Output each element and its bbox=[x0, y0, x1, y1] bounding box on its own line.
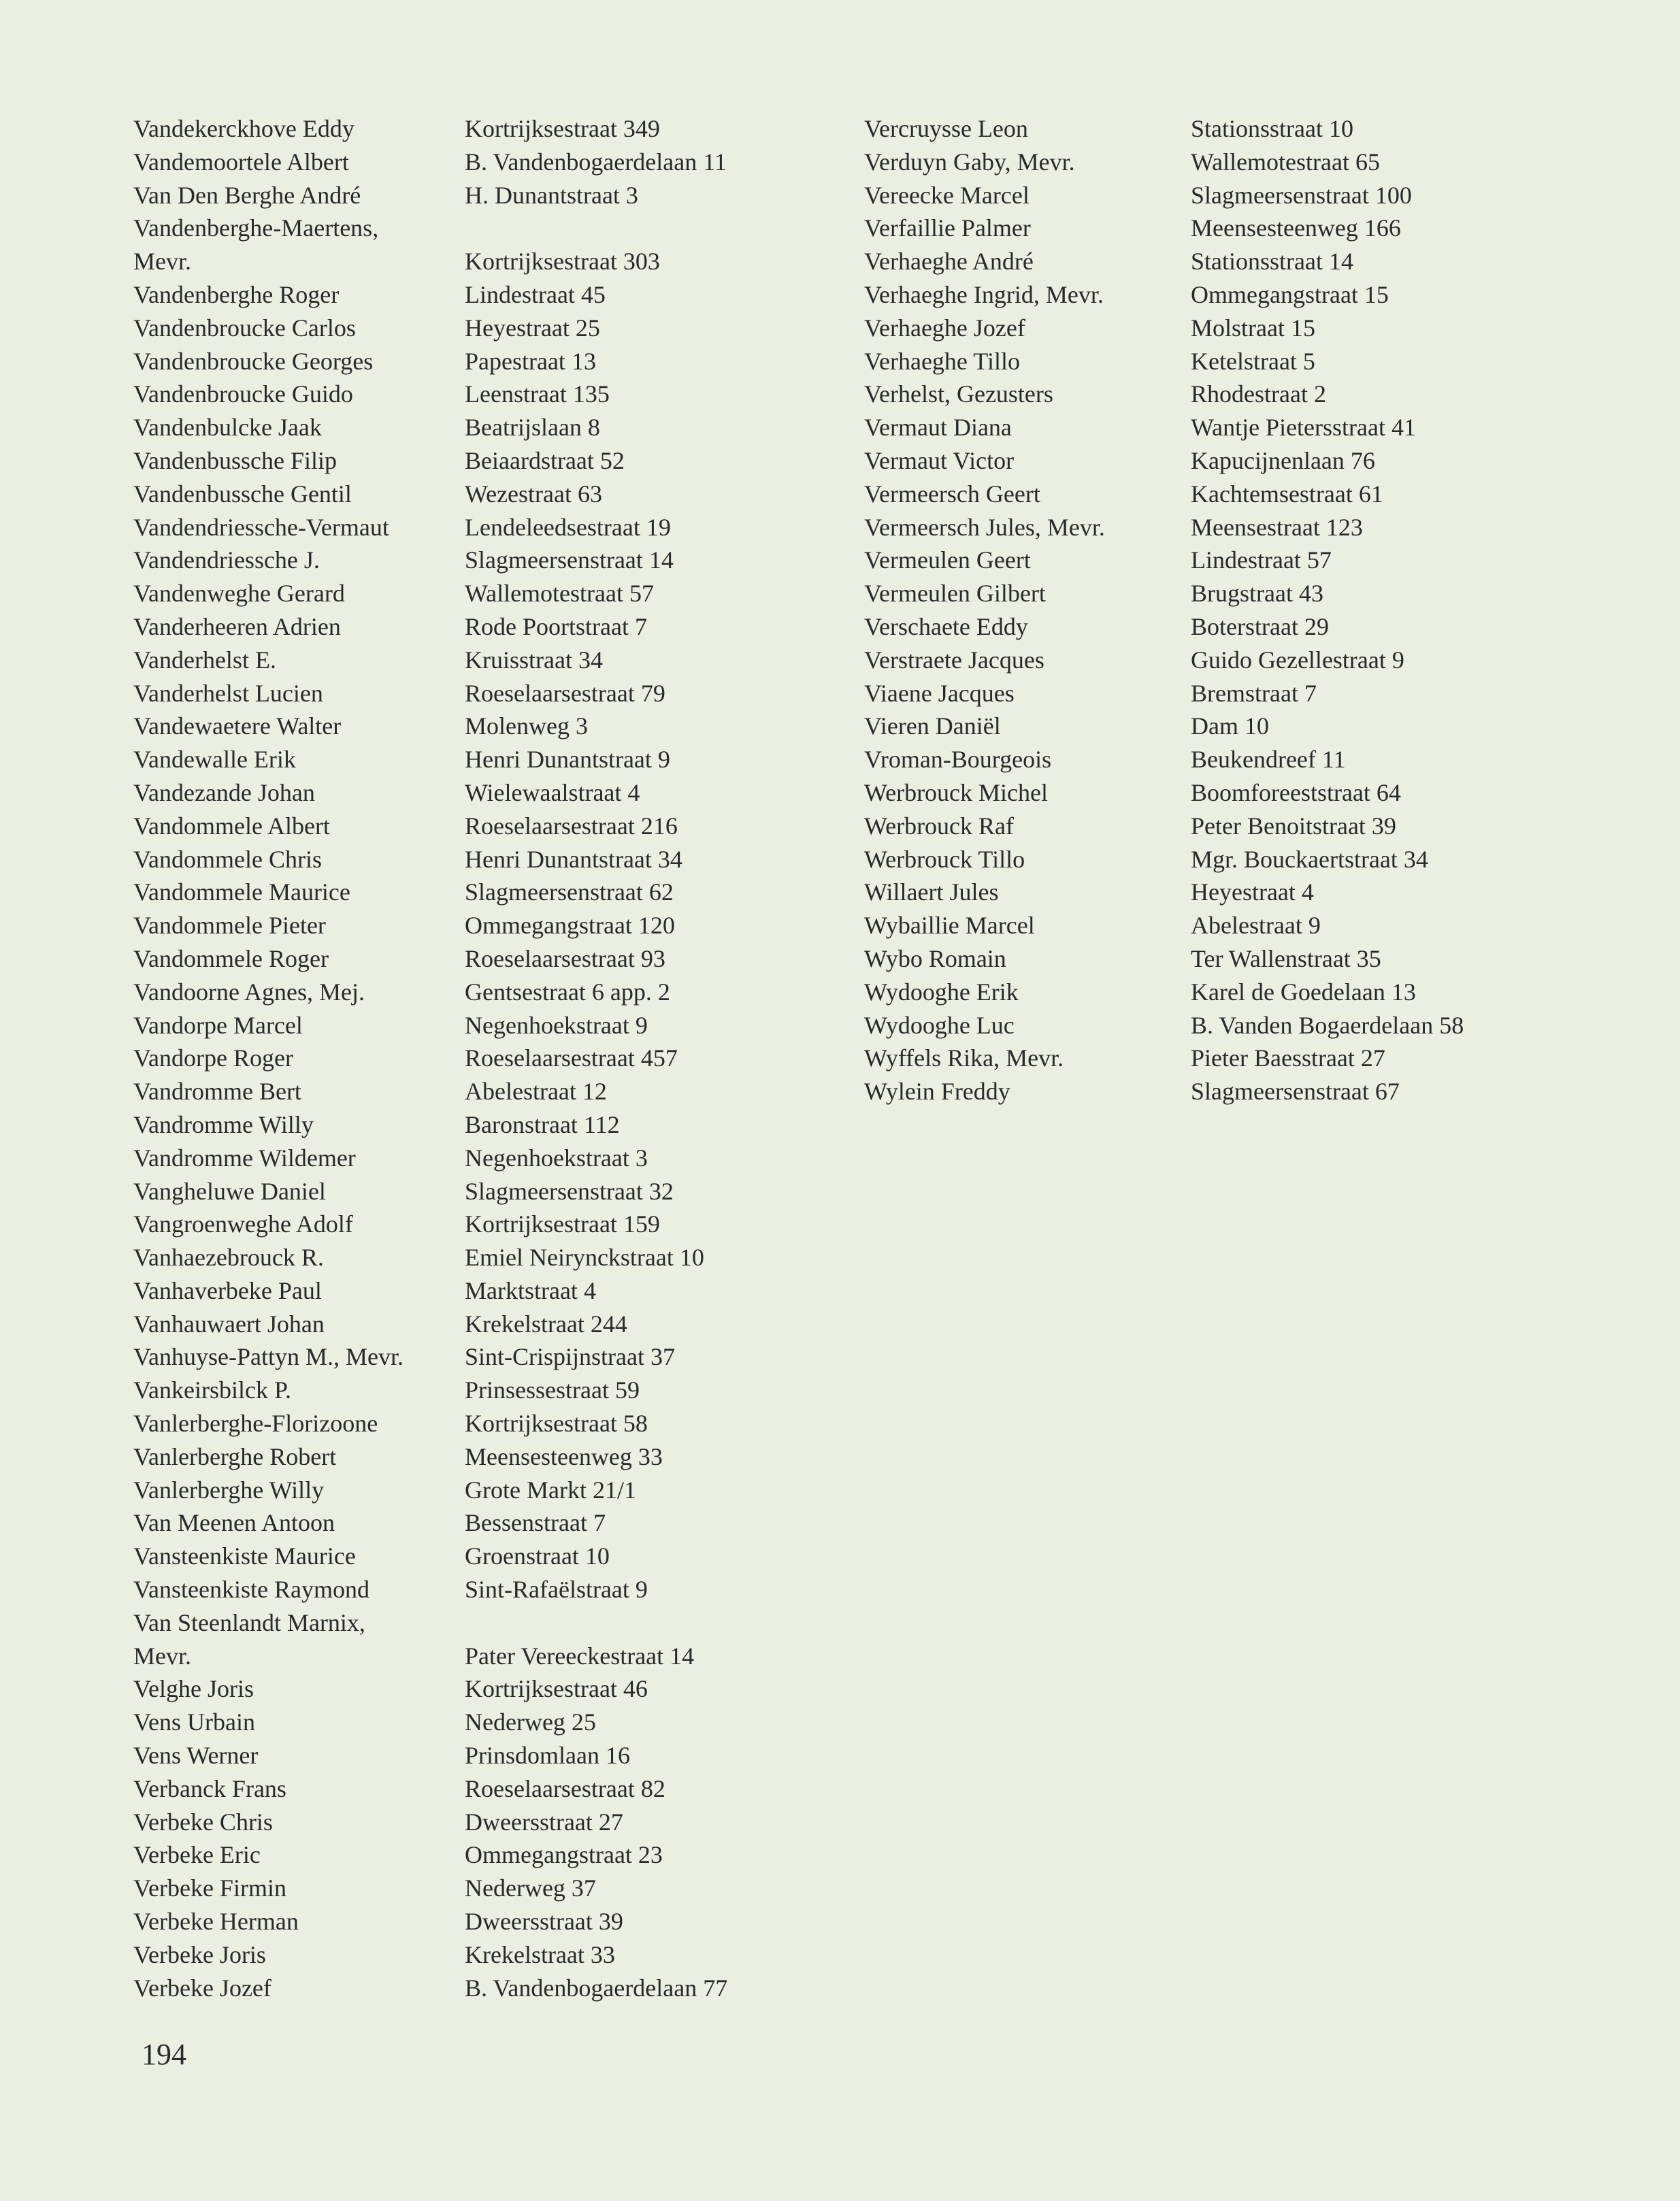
address-entry: Meensesteenweg 33 bbox=[465, 1442, 663, 1470]
name-entry: Vandromme Willy bbox=[133, 1110, 314, 1138]
address-entry: Negenhoekstraat 3 bbox=[465, 1144, 648, 1172]
name-entry: Vandekerckhove Eddy bbox=[133, 115, 355, 142]
address-entry bbox=[465, 1606, 727, 1640]
name-entry: Verhelst, Gezusters bbox=[864, 380, 1053, 408]
address-entry: Ketelstraat 5 bbox=[1191, 347, 1315, 375]
name-entry: Vandenbroucke Georges bbox=[133, 347, 374, 375]
address-entry: Ommegangstraat 15 bbox=[1191, 280, 1389, 308]
name-entry: Verbeke Chris bbox=[133, 1808, 273, 1836]
address-entry: Abelestraat 9 bbox=[1191, 912, 1321, 940]
name-entry: Van Steenlandt Marnix, bbox=[133, 1608, 365, 1636]
left-addresses-column bbox=[465, 112, 727, 2004]
address-entry: Ommegangstraat 120 bbox=[465, 912, 675, 940]
name-entry: Vanhuyse-Pattyn M., Mevr. bbox=[133, 1343, 403, 1371]
address-entry: Molstraat 15 bbox=[1191, 314, 1315, 342]
name-entry: Vandenberghe Roger bbox=[133, 280, 340, 308]
name-entry: Vandoorne Agnes, Mej. bbox=[133, 978, 365, 1006]
address-entry: B. Vanden Bogaerdelaan 58 bbox=[1191, 1011, 1464, 1039]
name-entry: Vankeirsbilck P. bbox=[133, 1376, 291, 1404]
address-entry: Rhodestraat 2 bbox=[1191, 380, 1326, 408]
address-entry: Pater Vereeckestraat 14 bbox=[465, 1642, 695, 1670]
name-entry: Verbeke Herman bbox=[133, 1908, 299, 1936]
address-entry: Boterstraat 29 bbox=[1191, 612, 1329, 640]
address-entry: Wielewaalstraat 4 bbox=[465, 778, 640, 806]
address-entry: Lindestraat 57 bbox=[1191, 546, 1332, 574]
address-entry: Mgr. Bouckaertstraat 34 bbox=[1191, 845, 1428, 873]
address-entry: Beatrijslaan 8 bbox=[465, 414, 600, 442]
address-entry: Sint-Rafaëlstraat 9 bbox=[465, 1576, 648, 1604]
name-entry: Vansteenkiste Raymond bbox=[133, 1576, 369, 1604]
address-entry: Karel de Goedelaan 13 bbox=[1191, 978, 1416, 1006]
name-entry: Vandromme Wildemer bbox=[133, 1144, 356, 1172]
name-entry: Verbanck Frans bbox=[133, 1774, 286, 1802]
address-entry: Nederweg 37 bbox=[465, 1874, 596, 1902]
right-addresses-column bbox=[1191, 112, 1464, 1108]
address-entry: Wantje Pietersstraat 41 bbox=[1191, 414, 1416, 442]
address-entry: Meensesteenweg 166 bbox=[1191, 214, 1401, 242]
address-entry: H. Dunantstraat 3 bbox=[465, 181, 638, 209]
address-entry: Kortrijksestraat 349 bbox=[465, 115, 660, 142]
address-entry: Roeselaarsestraat 457 bbox=[465, 1044, 678, 1072]
name-entry: Wylein Freddy bbox=[864, 1078, 1010, 1106]
name-entry: Verhaeghe André bbox=[864, 248, 1034, 276]
name-entry: Werbrouck Michel bbox=[864, 778, 1048, 806]
address-entry: Guido Gezellestraat 9 bbox=[1191, 646, 1404, 674]
address-entry: Stationsstraat 10 bbox=[1191, 115, 1353, 142]
address-entry: Lendeleedsestraat 19 bbox=[465, 513, 671, 541]
address-entry: Beukendreef 11 bbox=[1191, 746, 1346, 774]
address-entry: Stationsstraat 14 bbox=[1191, 248, 1353, 276]
name-entry: Vandommele Maurice bbox=[133, 878, 350, 906]
name-entry: Vandorpe Roger bbox=[133, 1044, 293, 1072]
address-entry: Rode Poortstraat 7 bbox=[465, 612, 647, 640]
name-entry: Vandendriessche J. bbox=[133, 546, 320, 574]
name-entry: Vandorpe Marcel bbox=[133, 1011, 303, 1039]
address-entry: Baronstraat 112 bbox=[465, 1110, 620, 1138]
address-entry: Kruisstraat 34 bbox=[465, 646, 603, 674]
name-entry: Verbeke Joris bbox=[133, 1940, 266, 1968]
name-entry: Wybaillie Marcel bbox=[864, 912, 1035, 940]
name-entry: Vandendriessche-Vermaut bbox=[133, 513, 389, 541]
name-entry: Vandromme Bert bbox=[133, 1078, 301, 1106]
name-entry: Verschaete Eddy bbox=[864, 612, 1028, 640]
name-entry: Vandewalle Erik bbox=[133, 746, 296, 774]
address-entry: Slagmeersenstraat 32 bbox=[465, 1177, 674, 1205]
address-entry: Sint-Crispijnstraat 37 bbox=[465, 1343, 675, 1371]
name-entry: Vandommele Chris bbox=[133, 845, 322, 873]
address-entry: Leenstraat 135 bbox=[465, 380, 610, 408]
address-entry: Kortrijksestraat 159 bbox=[465, 1210, 660, 1238]
address-entry: Ter Wallenstraat 35 bbox=[1191, 944, 1381, 972]
address-entry: B. Vandenbogaerdelaan 77 bbox=[465, 1974, 728, 2002]
address-entry: Kortrijksestraat 58 bbox=[465, 1410, 648, 1438]
address-entry: Krekelstraat 244 bbox=[465, 1310, 627, 1338]
address-entry: Peter Benoitstraat 39 bbox=[1191, 812, 1396, 840]
name-entry: Wybo Romain bbox=[864, 944, 1006, 972]
address-entry: Pieter Baesstraat 27 bbox=[1191, 1044, 1385, 1072]
address-entry: Roeselaarsestraat 79 bbox=[465, 679, 665, 707]
address-entry: Nederweg 25 bbox=[465, 1708, 596, 1736]
name-entry: Vermaut Victor bbox=[864, 446, 1015, 474]
address-entry: Grote Markt 21/1 bbox=[465, 1476, 636, 1504]
address-entry: Ommegangstraat 23 bbox=[465, 1841, 663, 1869]
address-entry: Lindestraat 45 bbox=[465, 280, 606, 308]
name-entry: Vens Werner bbox=[133, 1742, 259, 1770]
name-entry: Van Den Berghe André bbox=[133, 181, 361, 209]
name-entry: Vandenbussche Filip bbox=[133, 446, 337, 474]
address-entry: Brugstraat 43 bbox=[1191, 580, 1323, 608]
name-entry: Verstraete Jacques bbox=[864, 646, 1044, 674]
name-entry: Vermeulen Gilbert bbox=[864, 580, 1046, 608]
address-entry: Wezestraat 63 bbox=[465, 480, 602, 508]
name-entry: Vanhaverbeke Paul bbox=[133, 1276, 322, 1304]
address-entry: Bessenstraat 7 bbox=[465, 1509, 606, 1537]
name-entry: Velghe Joris bbox=[133, 1675, 254, 1703]
name-entry: Willaert Jules bbox=[864, 878, 999, 906]
address-entry: Boomforeeststraat 64 bbox=[1191, 778, 1401, 806]
name-entry: Vroman-Bourgeois bbox=[864, 746, 1052, 774]
name-entry: Vandenbussche Gentil bbox=[133, 480, 352, 508]
left-names-column bbox=[133, 112, 403, 2004]
name-entry: Wydooghe Luc bbox=[864, 1011, 1015, 1039]
name-entry: Vandommele Albert bbox=[133, 812, 330, 840]
name-entry: Werbrouck Tillo bbox=[864, 845, 1025, 873]
address-entry: Roeselaarsestraat 93 bbox=[465, 944, 665, 972]
address-entry: Kortrijksestraat 303 bbox=[465, 248, 660, 276]
address-entry: Heyestraat 25 bbox=[465, 314, 600, 342]
name-entry: Vermeersch Jules, Mevr. bbox=[864, 513, 1105, 541]
name-entry: Vandommele Roger bbox=[133, 944, 329, 972]
address-entry: Slagmeersenstraat 62 bbox=[465, 878, 674, 906]
name-entry: Vermeulen Geert bbox=[864, 546, 1031, 574]
address-entry: Prinsessestraat 59 bbox=[465, 1376, 640, 1404]
name-entry: Vanlerberghe Robert bbox=[133, 1442, 337, 1470]
name-entry: Vandenbroucke Guido bbox=[133, 380, 353, 408]
name-entry: Vandenweghe Gerard bbox=[133, 580, 345, 608]
address-entry: Abelestraat 12 bbox=[465, 1078, 607, 1106]
name-entry: Vandenbroucke Carlos bbox=[133, 314, 356, 342]
name-entry: Mevr. bbox=[133, 248, 191, 276]
name-entry: Vermeersch Geert bbox=[864, 480, 1040, 508]
name-entry: Verbeke Jozef bbox=[133, 1974, 271, 2002]
address-entry: Bremstraat 7 bbox=[1191, 679, 1317, 707]
address-entry: Molenweg 3 bbox=[465, 712, 588, 740]
name-entry: Vandommele Pieter bbox=[133, 912, 326, 940]
name-entry: Verhaeghe Ingrid, Mevr. bbox=[864, 280, 1104, 308]
address-entry: Slagmeersenstraat 100 bbox=[1191, 181, 1412, 209]
address-entry: Kachtemsestraat 61 bbox=[1191, 480, 1383, 508]
address-entry: Kortrijksestraat 46 bbox=[465, 1675, 648, 1703]
name-entry: Vereecke Marcel bbox=[864, 181, 1030, 209]
address-entry: Krekelstraat 33 bbox=[465, 1940, 615, 1968]
name-entry: Verbeke Firmin bbox=[133, 1874, 286, 1902]
address-entry: Groenstraat 10 bbox=[465, 1542, 610, 1570]
address-entry: Roeselaarsestraat 216 bbox=[465, 812, 678, 840]
name-entry: Verbeke Eric bbox=[133, 1841, 261, 1869]
address-entry: Dam 10 bbox=[1191, 712, 1269, 740]
address-entry: Gentsestraat 6 app. 2 bbox=[465, 978, 670, 1006]
name-entry: Vercruysse Leon bbox=[864, 115, 1028, 142]
name-entry: Viaene Jacques bbox=[864, 679, 1015, 707]
address-entry: Roeselaarsestraat 82 bbox=[465, 1774, 665, 1802]
name-entry: Wyffels Rika, Mevr. bbox=[864, 1044, 1064, 1072]
name-entry: Vanlerberghe Willy bbox=[133, 1476, 325, 1504]
name-entry: Vandenberghe-Maertens, bbox=[133, 214, 379, 242]
address-entry: Wallemotestraat 57 bbox=[465, 580, 654, 608]
name-entry: Vanderhelst Lucien bbox=[133, 679, 323, 707]
address-entry: Marktstraat 4 bbox=[465, 1276, 596, 1304]
name-entry: Vieren Daniël bbox=[864, 712, 1001, 740]
name-entry: Vanderhelst E. bbox=[133, 646, 276, 674]
name-entry: Vens Urbain bbox=[133, 1708, 255, 1736]
name-entry: Verhaeghe Jozef bbox=[864, 314, 1025, 342]
name-entry: Vandezande Johan bbox=[133, 778, 315, 806]
address-entry: Papestraat 13 bbox=[465, 347, 596, 375]
address-entry: Prinsdomlaan 16 bbox=[465, 1742, 630, 1770]
name-entry: Vandenbulcke Jaak bbox=[133, 414, 322, 442]
right-names-column bbox=[864, 112, 1105, 1108]
address-entry: Dweersstraat 27 bbox=[465, 1808, 623, 1836]
address-entry: Henri Dunantstraat 34 bbox=[465, 845, 682, 873]
name-entry: Wydooghe Erik bbox=[864, 978, 1019, 1006]
name-entry: Verhaeghe Tillo bbox=[864, 347, 1020, 375]
address-entry bbox=[465, 212, 727, 245]
name-entry: Vansteenkiste Maurice bbox=[133, 1542, 356, 1570]
address-entry: Kapucijnenlaan 76 bbox=[1191, 446, 1375, 474]
name-entry: Verfaillie Palmer bbox=[864, 214, 1031, 242]
address-entry: Wallemotestraat 65 bbox=[1191, 148, 1380, 176]
name-entry: Vangroenweghe Adolf bbox=[133, 1210, 353, 1238]
name-entry: Vanhauwaert Johan bbox=[133, 1310, 325, 1338]
address-entry: Dweersstraat 39 bbox=[465, 1908, 623, 1936]
name-entry: Vandewaetere Walter bbox=[133, 712, 342, 740]
address-entry: Slagmeersenstraat 14 bbox=[465, 546, 674, 574]
address-entry: Heyestraat 4 bbox=[1191, 878, 1314, 906]
name-entry: Vanderheeren Adrien bbox=[133, 612, 341, 640]
name-entry: Werbrouck Raf bbox=[864, 812, 1015, 840]
address-entry: Henri Dunantstraat 9 bbox=[465, 746, 670, 774]
name-entry: Vanlerberghe-Florizoone bbox=[133, 1410, 378, 1438]
name-entry: Vanhaezebrouck R. bbox=[133, 1244, 324, 1272]
address-entry: Beiaardstraat 52 bbox=[465, 446, 625, 474]
name-entry: Vangheluwe Daniel bbox=[133, 1177, 326, 1205]
name-entry: Verduyn Gaby, Mevr. bbox=[864, 148, 1075, 176]
name-entry: Vermaut Diana bbox=[864, 414, 1012, 442]
address-entry: Meensestraat 123 bbox=[1191, 513, 1363, 541]
page-number: 194 bbox=[142, 2038, 186, 2071]
name-entry: Van Meenen Antoon bbox=[133, 1509, 335, 1537]
address-entry: B. Vandenbogaerdelaan 11 bbox=[465, 148, 727, 176]
address-entry: Slagmeersenstraat 67 bbox=[1191, 1078, 1400, 1106]
name-entry: Mevr. bbox=[133, 1642, 191, 1670]
address-entry: Negenhoekstraat 9 bbox=[465, 1011, 648, 1039]
address-entry: Emiel Neirynckstraat 10 bbox=[465, 1244, 704, 1272]
name-entry: Vandemoortele Albert bbox=[133, 148, 349, 176]
